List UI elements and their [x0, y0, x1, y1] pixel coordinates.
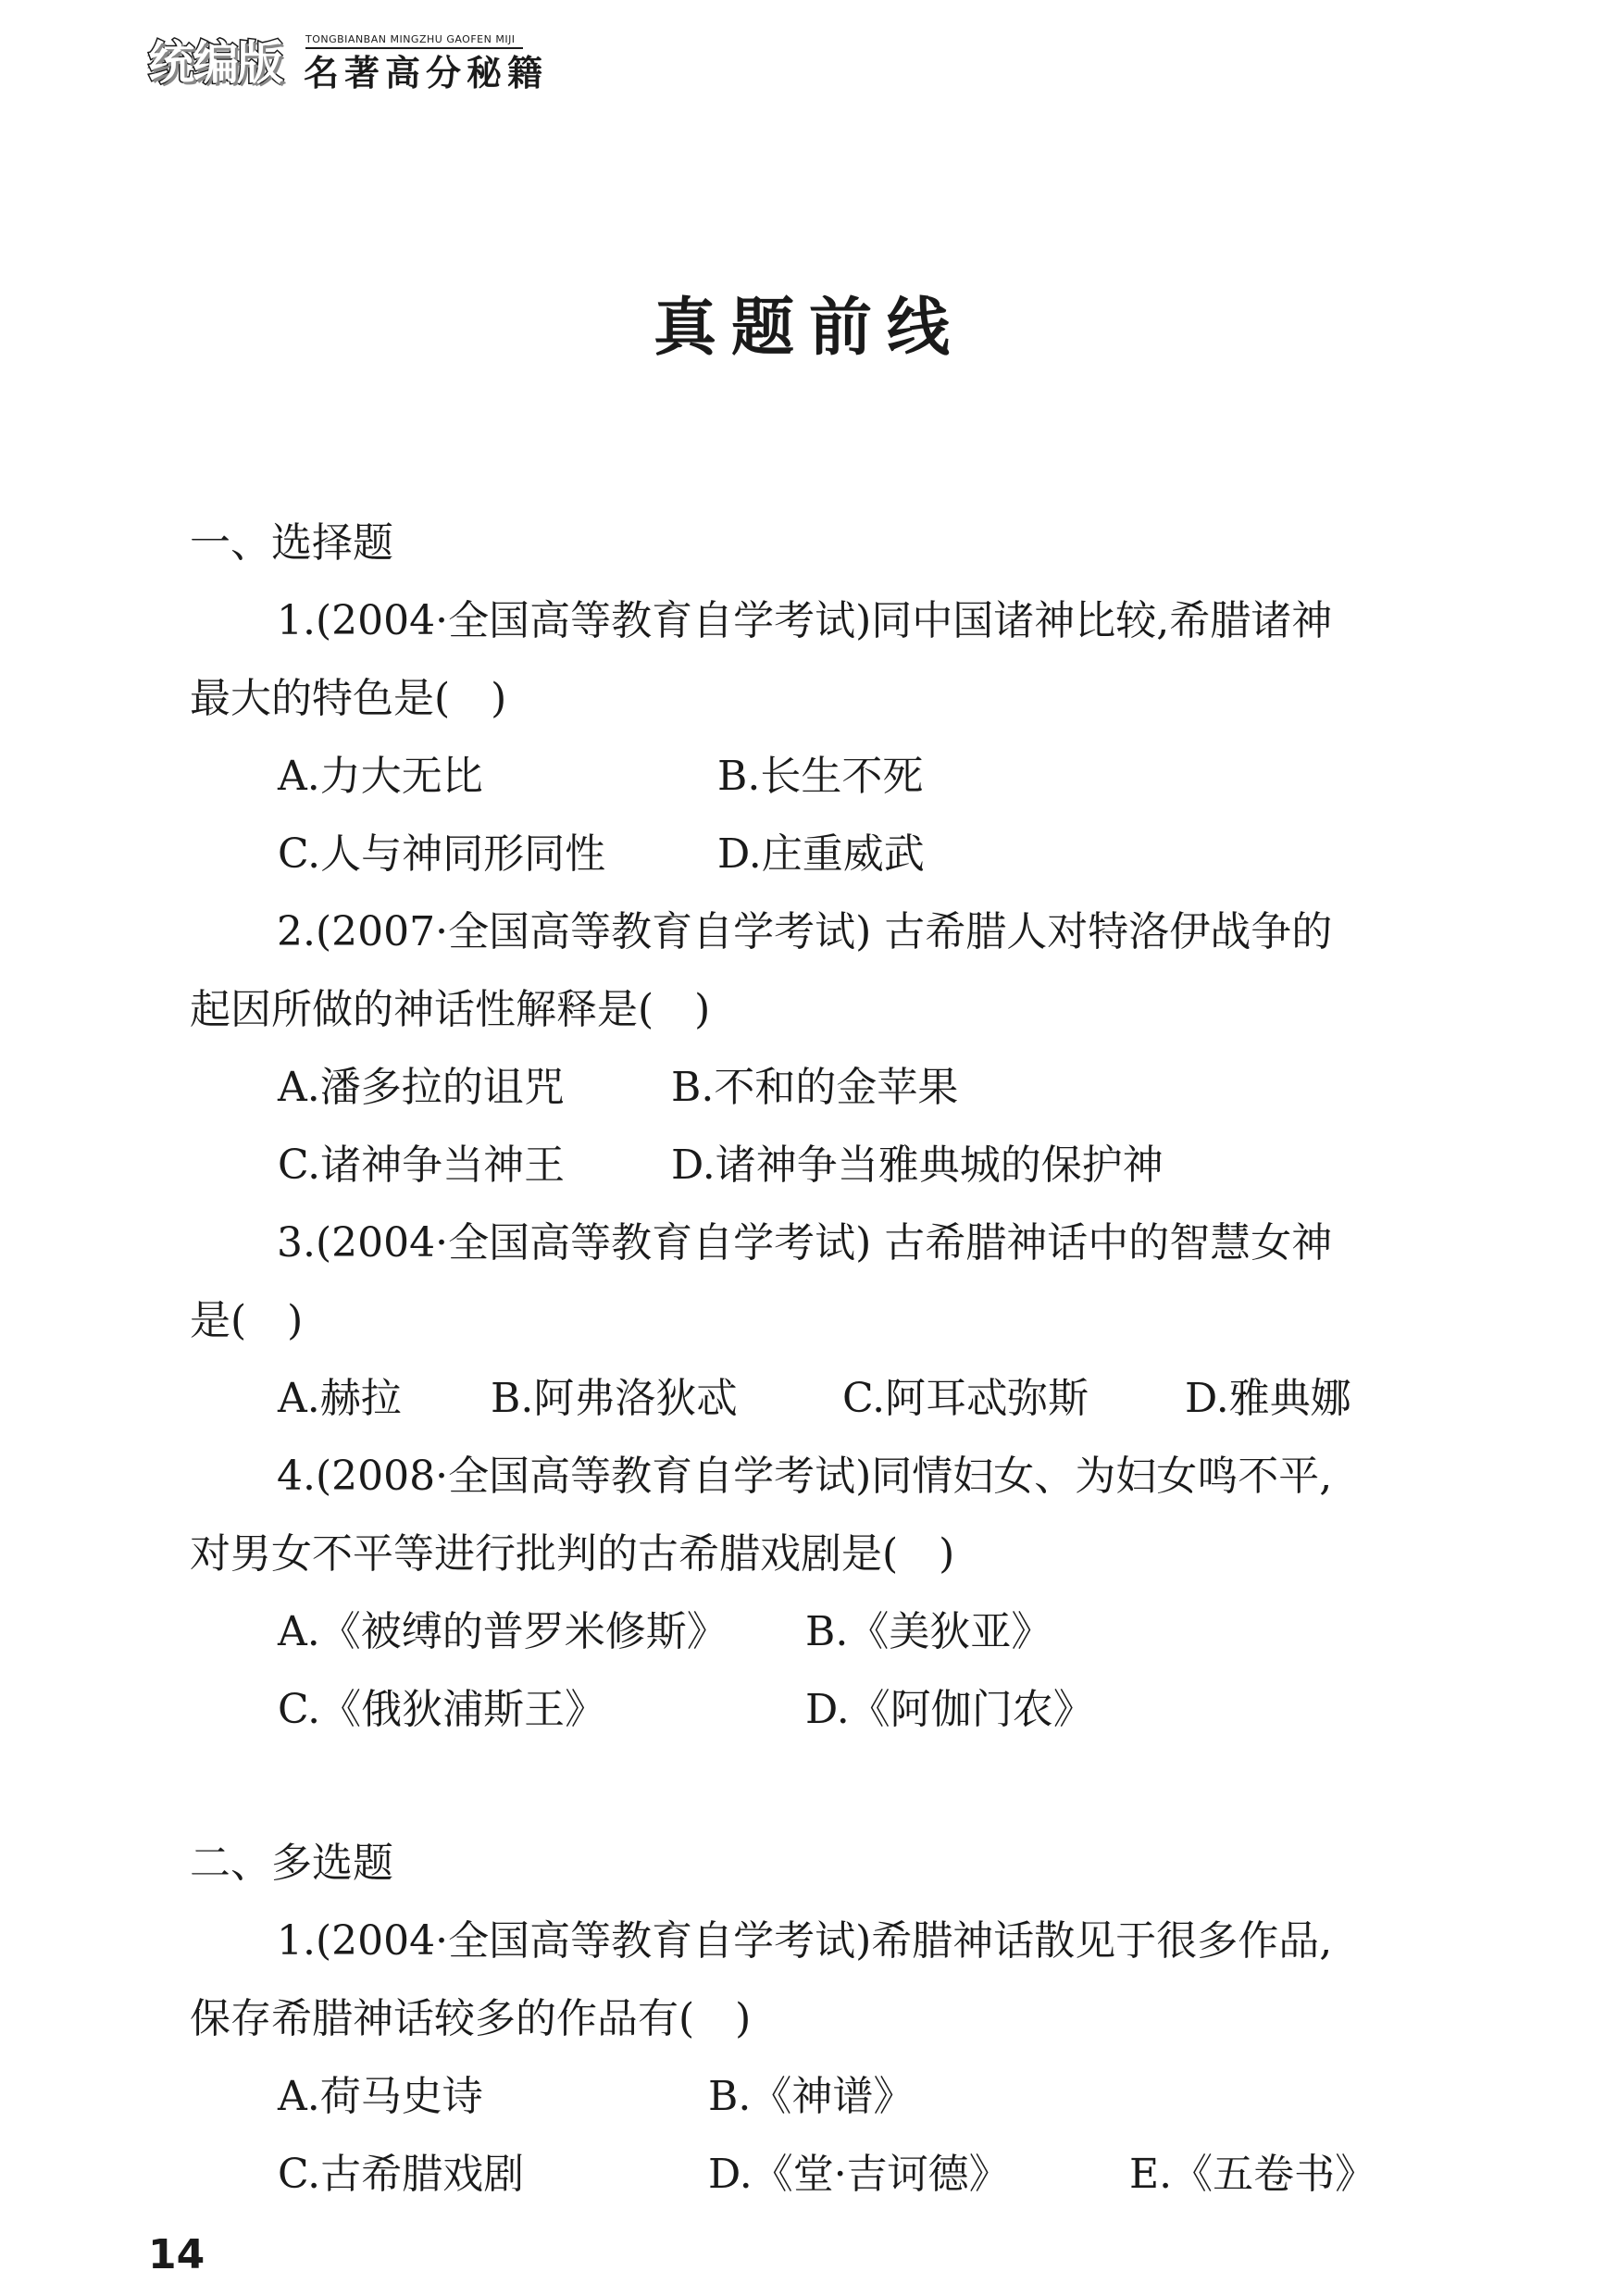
option-row [190, 1049, 1430, 1127]
section-heading: 二、多选题 [190, 1840, 393, 1887]
section-heading: 一、选择题 [190, 519, 393, 567]
question [190, 893, 1430, 1204]
option: C.人与神同形同性 [278, 830, 606, 878]
option: A.荷马史诗 [278, 2073, 483, 2120]
question-stem-continued: 起因所做的神话性解释是( ) [190, 986, 711, 1033]
option: A.《被缚的普罗米修斯》 [278, 1608, 728, 1655]
page-header [148, 28, 549, 94]
option: A.潘多拉的诅咒 [278, 1064, 565, 1111]
option: C.诸神争当神王 [278, 1142, 566, 1189]
option: C.《俄狄浦斯王》 [278, 1686, 606, 1733]
option: B.不和的金苹果 [671, 1064, 959, 1111]
question-stem-continued: 是( ) [190, 1297, 304, 1344]
option: B.《神谱》 [708, 2073, 915, 2120]
option-row [190, 816, 1430, 893]
option-row [190, 738, 1430, 816]
option: D.雅典娜 [1185, 1375, 1351, 1422]
question [190, 1204, 1430, 1438]
page-number: 14 [148, 2231, 205, 2278]
question-stem: 2.(2007·全国高等教育自学考试) 古希腊人对特洛伊战争的 [277, 908, 1333, 955]
question-stem: 1.(2004·全国高等教育自学考试)希腊神话散见于很多作品, [277, 1917, 1333, 1965]
option: A.赫拉 [278, 1375, 402, 1422]
question [190, 1438, 1430, 1749]
option: E.《五卷书》 [1129, 2151, 1376, 2198]
series-pinyin: TONGBIANBAN MINGZHU GAOFEN MIJI [305, 33, 523, 49]
option: A.力大无比 [278, 753, 483, 800]
option: D.庄重威武 [717, 830, 925, 878]
question-content [190, 505, 1430, 2214]
series-logo: 统编版 [148, 36, 281, 90]
option-row [190, 1360, 1430, 1438]
option: B.长生不死 [717, 753, 924, 800]
option-row [190, 1671, 1430, 1749]
option-row [190, 1127, 1430, 1204]
option: D.《堂·吉诃德》 [708, 2151, 1010, 2198]
option: B.《美狄亚》 [805, 1608, 1052, 1655]
option: D.诸神争当雅典城的保护神 [671, 1142, 1164, 1189]
question-stem-continued: 保存希腊神话较多的作品有( ) [190, 1995, 752, 2042]
question-stem: 4.(2008·全国高等教育自学考试)同情妇女、为妇女鸣不平, [277, 1453, 1333, 1500]
series-title: 名著高分秘籍 [304, 53, 549, 94]
option: C.阿耳忒弥斯 [842, 1375, 1089, 1422]
option-row [190, 2136, 1430, 2214]
question-stem-continued: 最大的特色是( ) [190, 675, 507, 722]
option: C.古希腊戏剧 [278, 2151, 525, 2198]
option: B.阿弗洛狄忒 [491, 1375, 738, 1422]
page-title: 真题前线 [653, 291, 965, 365]
option-row [190, 1593, 1430, 1671]
option: D.《阿伽门农》 [805, 1686, 1094, 1733]
question [190, 1903, 1430, 2214]
option-row [190, 2058, 1430, 2136]
question-stem: 1.(2004·全国高等教育自学考试)同中国诸神比较,希腊诸神 [277, 597, 1333, 644]
question [190, 582, 1430, 893]
question-stem: 3.(2004·全国高等教育自学考试) 古希腊神话中的智慧女神 [277, 1219, 1333, 1267]
question-stem-continued: 对男女不平等进行批判的古希腊戏剧是( ) [190, 1530, 955, 1578]
